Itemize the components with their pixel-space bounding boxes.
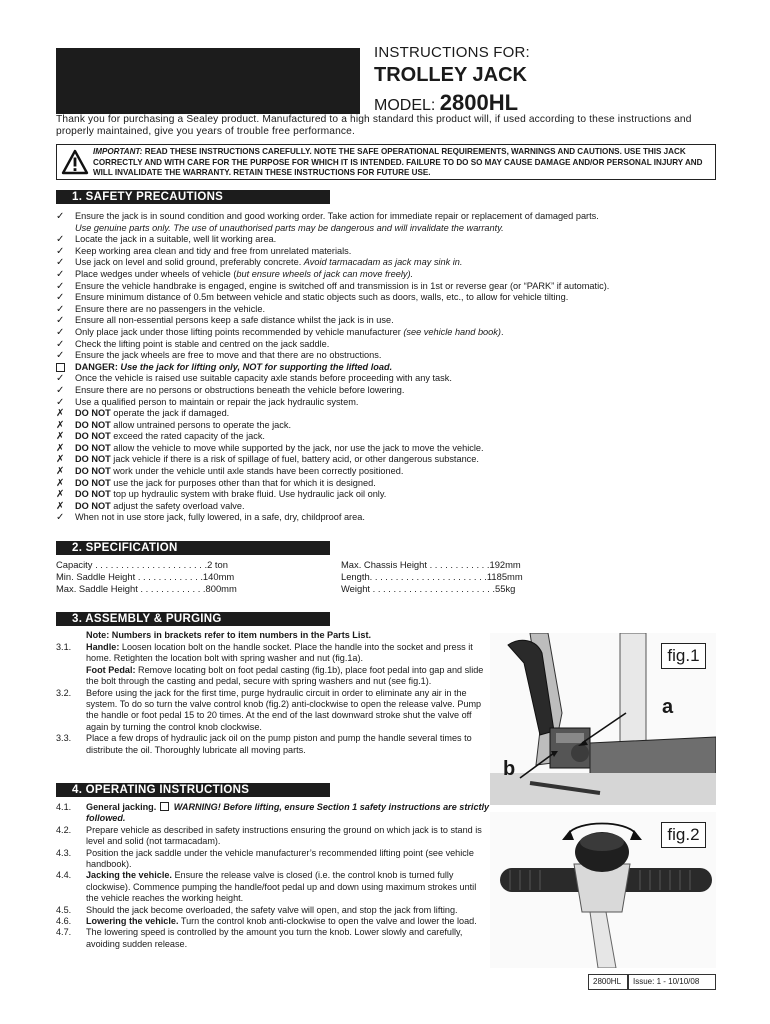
step-number: 4.7. xyxy=(56,927,72,938)
safety-item-text: Ensure the vehicle handbrake is engaged, engine is switched off and transmission is in 1st or reverse gear (or “PARK” if automatic). xyxy=(75,280,610,291)
safety-item-text: Place wedges under wheels of vehicle ( xyxy=(75,268,237,279)
product-title: TROLLEY JACK xyxy=(374,64,527,86)
step-text: Loosen location bolt on the handle socket. Place the handle into the socket and press it home. Retighten the location bolt with spring washer and nut (fig.1a). xyxy=(86,642,473,664)
safety-mark: ✓ xyxy=(56,512,65,524)
safety-item xyxy=(56,397,716,409)
model-number: 2800HL xyxy=(439,90,519,115)
safety-mark: ✓ xyxy=(56,315,65,327)
section-heading-specification: 2. SPECIFICATION xyxy=(56,541,330,555)
safety-item-text: operate the jack if damaged. xyxy=(110,408,230,419)
safety-item-text: Ensure the jack wheels are free to move and that there are no obstructions. xyxy=(75,350,382,361)
safety-item-text: Locate the jack in a suitable, well lit working area. xyxy=(75,234,277,245)
safety-mark: ✓ xyxy=(56,234,65,246)
safety-item xyxy=(56,223,716,235)
assembly-step xyxy=(56,733,490,756)
safety-mark: ✓ xyxy=(56,280,65,292)
operating-step xyxy=(56,825,490,848)
step-text: Position the jack saddle under the vehicle manufacturer’s recommended lifting point (see vehicle handbook). xyxy=(86,847,474,870)
figure-1-callout-b: b xyxy=(503,758,516,780)
step-text: Place a few drops of hydraulic jack oil on the pump piston and pump the handle several times to distribute the oil. Thoroughly lubricate all moving parts. xyxy=(86,733,472,755)
safety-item-bold: DO NOT xyxy=(75,454,111,465)
figure-2-label: fig.2 xyxy=(661,822,706,848)
operating-step xyxy=(56,802,490,825)
safety-item-bold: DO NOT xyxy=(75,489,111,500)
model-line xyxy=(374,90,518,116)
safety-item xyxy=(56,501,716,513)
step-number: 3.2. xyxy=(56,687,72,698)
safety-item-text: exceed the rated capacity of the jack. xyxy=(110,431,265,442)
safety-mark: ✓ xyxy=(56,396,65,408)
spec-capacity: Capacity . . . . . . . . . . . . . . . . . . . . . .2 ton xyxy=(56,559,228,570)
safety-mark: ✗ xyxy=(56,442,65,454)
step-warning-text: WARNING! Before lifting, ensure Section 1 safety instructions are strictly followed. xyxy=(86,802,490,824)
step-text: Remove locating bolt on foot pedal casting (fig.1b), place foot pedal into gap and slide the bolt through the casting and pedal, secure with spring washers and nut (see fig.1). xyxy=(86,664,484,687)
step-text: Before using the jack for the first time, purge hydraulic circuit in order to eliminate any air in the system. To do so turn the valve control knob (fig.2) anti-clockwise to open the release valve. Pump the handle or foot pedal 15 to 20 times. At the end of the last downward stroke shut the valve off again by turning the control knob clockwise. xyxy=(86,687,482,732)
spec-min-saddle-height: Min. Saddle Height . . . . . . . . . . . . .140mm xyxy=(56,571,235,583)
figure-1-label: fig.1 xyxy=(661,643,706,669)
safety-item-text: allow the vehicle to move while supported by the jack, nor use the jack to move the vehicle. xyxy=(110,442,484,453)
safety-item xyxy=(56,373,716,385)
safety-item xyxy=(56,211,716,223)
step-number: 4.3. xyxy=(56,847,72,858)
safety-item-text: Ensure there are no persons or obstructions beneath the vehicle before lowering. xyxy=(75,384,405,395)
safety-item xyxy=(56,454,716,466)
step-text: Prepare vehicle as described in safety instructions ensuring the ground on which jack is to stand is level and solid (not tarmacadam). xyxy=(86,824,482,847)
spec-weight: Weight . . . . . . . . . . . . . . . . . . . . . . . .55kg xyxy=(341,583,516,595)
figure-1-callout-a: a xyxy=(662,696,674,718)
safety-item-after: . xyxy=(500,326,504,337)
safety-item xyxy=(56,246,716,258)
step-bold: Handle: xyxy=(86,642,120,652)
safety-item-text: Keep working area clean and tidy and free from unrelated materials. xyxy=(75,245,352,256)
safety-mark: ✓ xyxy=(56,326,65,338)
safety-item xyxy=(56,466,716,478)
model-label: MODEL: xyxy=(374,97,440,114)
safety-item xyxy=(56,292,716,304)
safety-mark: ✓ xyxy=(56,350,65,362)
safety-item-text: Use a qualified person to maintain or repair the jack hydraulic system. xyxy=(75,396,359,407)
safety-mark: ✗ xyxy=(56,419,65,431)
safety-mark: ✓ xyxy=(56,268,65,280)
warning-triangle-icon xyxy=(61,149,89,175)
safety-mark: ✓ xyxy=(56,292,65,304)
safety-item xyxy=(56,339,716,351)
safety-mark: ✗ xyxy=(56,500,65,512)
step-number: 4.2. xyxy=(56,824,72,835)
safety-item-text: work under the vehicle until axle stands have been correctly positioned. xyxy=(110,466,404,477)
step-text: The lowering speed is controlled by the amount you turn the knob. Lower slowly and carefully, avoiding sudden release. xyxy=(86,927,463,949)
safety-precautions-list xyxy=(56,211,716,524)
operating-step xyxy=(56,848,490,871)
safety-mark: ✗ xyxy=(56,431,65,443)
step-text: Should the jack become overloaded, the safety valve will open, and stop the jack from lifting. xyxy=(86,904,458,915)
safety-item-text: Ensure there are no passengers in the vehicle. xyxy=(75,303,265,314)
safety-item-italic: but ensure wheels of jack can move freely). xyxy=(236,268,414,279)
safety-item xyxy=(56,408,716,420)
step-number: 4.1. xyxy=(56,802,72,812)
footer-issue: Issue: 1 - 10/10/08 xyxy=(628,974,716,990)
safety-item-bold: DO NOT xyxy=(75,466,111,477)
step-number: 4.5. xyxy=(56,904,72,915)
warning-text xyxy=(93,147,711,179)
warning-box-icon xyxy=(160,802,169,811)
safety-item-text: Ensure minimum distance of 0.5m between vehicle and static objects such as doors, walls, etc., to allow for vehicle tilting. xyxy=(75,292,569,303)
safety-item-italic: (see vehicle hand book) xyxy=(403,326,501,337)
safety-item xyxy=(56,257,716,269)
step-number: 3.3. xyxy=(56,733,72,744)
section-heading-safety: 1. SAFETY PRECAUTIONS xyxy=(56,190,330,204)
danger-box-icon xyxy=(56,363,65,372)
safety-item-text: Once the vehicle is raised use suitable capacity axle stands before proceeding with any task. xyxy=(75,373,452,384)
safety-mark: ✓ xyxy=(56,211,65,222)
instructions-for-label: INSTRUCTIONS FOR: xyxy=(374,44,530,61)
safety-item xyxy=(56,304,716,316)
warning-lead: IMPORTANT: xyxy=(93,147,143,156)
safety-item-text: use the jack for purposes other than that for which it is designed. xyxy=(110,477,376,488)
safety-item xyxy=(56,420,716,432)
spec-length: Length. . . . . . . . . . . . . . . . . . . . . . .1185mm xyxy=(341,571,523,583)
operating-step xyxy=(56,927,490,950)
safety-item xyxy=(56,362,716,374)
safety-item-italic: Use the jack for lifting only, NOT for supporting the lifted load. xyxy=(117,361,393,372)
safety-item-text: Only place jack under those lifting points recommended by vehicle manufacturer xyxy=(75,326,404,337)
safety-mark: ✓ xyxy=(56,373,65,385)
safety-item xyxy=(56,269,716,281)
intro-paragraph: Thank you for purchasing a Sealey product. Manufactured to a high standard this product will, if used according to these instructions and properly maintained, give you years of trouble free performance. xyxy=(56,114,692,137)
safety-item-bold: DO NOT xyxy=(75,431,111,442)
safety-item-italic: Avoid tarmacadam as jack may sink in. xyxy=(303,257,463,268)
assembly-steps-list xyxy=(56,642,490,756)
step-bold: General jacking. xyxy=(86,802,157,812)
safety-item-bold: DANGER: xyxy=(75,361,118,372)
spec-left-column xyxy=(56,559,237,596)
safety-mark: ✗ xyxy=(56,477,65,489)
safety-mark: ✗ xyxy=(56,454,65,466)
operating-step xyxy=(56,870,490,904)
safety-item-text: adjust the safety overload valve. xyxy=(110,500,245,511)
important-warning-box xyxy=(56,144,716,180)
safety-mark: ✗ xyxy=(56,489,65,501)
step-number: 4.4. xyxy=(56,870,72,881)
safety-item-bold: DO NOT xyxy=(75,477,111,488)
section-heading-operating: 4. OPERATING INSTRUCTIONS xyxy=(56,783,330,797)
safety-item xyxy=(56,478,716,490)
safety-item-text: jack vehicle if there is a risk of spillage of fuel, battery acid, or other dangerous substance. xyxy=(110,454,479,465)
step-bold: Foot Pedal: xyxy=(86,664,136,675)
footer-model: 2800HL xyxy=(588,974,628,990)
safety-item-text: Use jack on level and solid ground, preferably concrete. xyxy=(75,257,304,268)
safety-item-bold: DO NOT xyxy=(75,442,111,453)
step-subpara xyxy=(86,665,490,688)
safety-item-italic: Use genuine parts only. The use of unauthorised parts may be dangerous and will invalidate the warranty. xyxy=(75,222,504,233)
step-text: Ensure the release valve is closed (i.e. the control knob is turned fully clockwise). Commence pumping the handle/foot pedal up and down using maximum strokes until the vehicle reaches the working height. xyxy=(86,870,477,904)
safety-item-text: allow untrained persons to operate the jack. xyxy=(110,419,292,430)
step-number: 4.6. xyxy=(56,916,72,927)
assembly-step xyxy=(56,688,490,734)
assembly-step xyxy=(56,642,490,688)
safety-item-bold: DO NOT xyxy=(75,500,111,511)
step-text: Turn the control knob anti-clockwise to open the valve and lower the load. xyxy=(178,916,477,927)
safety-mark: ✓ xyxy=(56,384,65,396)
safety-item xyxy=(56,234,716,246)
step-bold: Lowering the vehicle. xyxy=(86,916,179,927)
parts-list-note: Note: Numbers in brackets refer to item numbers in the Parts List. xyxy=(86,630,372,640)
safety-item xyxy=(56,512,716,524)
safety-item xyxy=(56,443,716,455)
safety-item-text: Ensure all non-essential persons keep a safe distance whilst the jack is in use. xyxy=(75,315,394,326)
safety-item xyxy=(56,281,716,293)
spec-right-column xyxy=(341,559,523,596)
safety-mark: ✓ xyxy=(56,338,65,350)
operating-step xyxy=(56,905,490,916)
safety-item-text: When not in use store jack, fully lowered, in a safe, dry, childproof area. xyxy=(75,512,365,523)
safety-mark: ✓ xyxy=(56,257,65,269)
step-number: 3.1. xyxy=(56,642,72,652)
safety-mark: ✓ xyxy=(56,303,65,315)
spec-max-saddle-height: Max. Saddle Height . . . . . . . . . . . . .800mm xyxy=(56,583,237,595)
safety-mark: ✓ xyxy=(56,245,65,257)
brand-logo-block xyxy=(56,48,360,114)
safety-item-text: top up hydraulic system with brake fluid. Use hydraulic jack oil only. xyxy=(110,489,387,500)
safety-mark: ✗ xyxy=(56,408,65,420)
section-heading-assembly: 3. ASSEMBLY & PURGING xyxy=(56,612,330,626)
safety-item-bold: DO NOT xyxy=(75,408,111,419)
safety-item xyxy=(56,431,716,443)
safety-item xyxy=(56,350,716,362)
safety-item xyxy=(56,385,716,397)
safety-item-text: Check the lifting point is stable and centred on the jack saddle. xyxy=(75,338,330,349)
spec-max-chassis-height: Max. Chassis Height . . . . . . . . . . . .192mm xyxy=(341,559,521,570)
operating-steps-list xyxy=(56,802,490,950)
safety-item-bold: DO NOT xyxy=(75,419,111,430)
step-bold: Jacking the vehicle. xyxy=(86,870,172,881)
safety-item xyxy=(56,315,716,327)
warning-body: READ THESE INSTRUCTIONS CAREFULLY. NOTE THE SAFE OPERATIONAL REQUIREMENTS, WARNINGS AND CAUTIONS. USE THIS JACK CORRECTLY AND WITH CARE FOR THE PURPOSE FOR WHICH IT IS INTENDED. FAILURE TO DO SO MAY CAUSE DAMAGE AND/OR PERSONAL INJURY AND WILL INVALIDATE THE WARRANTY. RETAIN THESE INSTRUCTIONS FOR FUTURE USE. xyxy=(93,147,703,177)
operating-step xyxy=(56,916,490,927)
safety-item-text: Ensure the jack is in sound condition and good working order. Take action for immediate repair or replacement of damaged parts. xyxy=(75,211,599,221)
safety-item xyxy=(56,327,716,339)
safety-item xyxy=(56,489,716,501)
safety-mark: ✗ xyxy=(56,466,65,478)
